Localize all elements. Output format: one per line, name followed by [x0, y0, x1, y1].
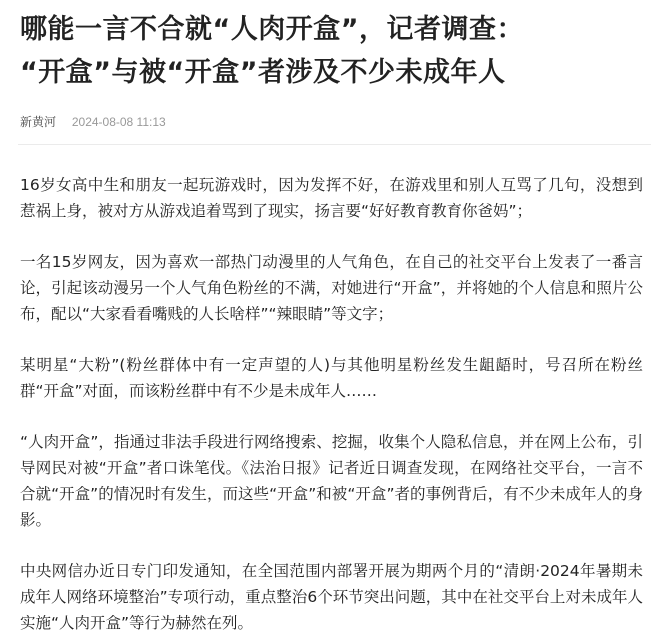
article-body: [20, 172, 643, 636]
article-title-line-2: “开盒”与被“开盒”者涉及不少未成年人: [20, 57, 506, 88]
divider: [18, 144, 651, 145]
paragraph-1: 16岁女高中生和朋友一起玩游戏时，因为发挥不好，在游戏里和别人互骂了几句，没想到惹祸上身，被对方从游戏追着骂到了现实，扬言要“好好教育教育你爸妈”；: [20, 176, 643, 220]
paragraph-2: 一名15岁网友，因为喜欢一部热门动漫里的人气角色，在自己的社交平台上发表了一番言论，引起该动漫另一个人气角色粉丝的不满，对她进行“开盒”，并将她的个人信息和照片公布，配以“大家看看嘴贱的人长啥样”“辣眼睛”等文字；: [20, 253, 643, 323]
article-title: [20, 0, 643, 94]
article-source[interactable]: 新黄河: [20, 115, 57, 129]
article-title-line-1: 哪能一言不合就“人肉开盒”，记者调查：: [20, 14, 524, 45]
article-timestamp: 2024-08-08 11:13: [71, 115, 166, 129]
article-meta: [20, 113, 643, 131]
paragraph-3: 某明星“大粉”(粉丝群体中有一定声望的人)与其他明星粉丝发生龃龉时，号召所在粉丝群“开盒”对面，而该粉丝群中有不少是未成年人……: [20, 356, 643, 400]
paragraph-4: “人肉开盒”，指通过非法手段进行网络搜索、挖掘，收集个人隐私信息，并在网上公布，引导网民对被“开盒”者口诛笔伐。《法治日报》记者近日调查发现，在网络社交平台，一言不合就“开盒”的情况时有发生，而这些“开盒”和被“开盒”者的事例背后，有不少未成年人的身影。: [20, 433, 643, 529]
paragraph-5: 中央网信办近日专门印发通知，在全国范围内部署开展为期两个月的“清朗·2024年暑期未成年人网络环境整治”专项行动，重点整治6个环节突出问题，其中在社交平台上对未成年人实施“人肉开盒”等行为赫然在列。: [20, 562, 643, 632]
